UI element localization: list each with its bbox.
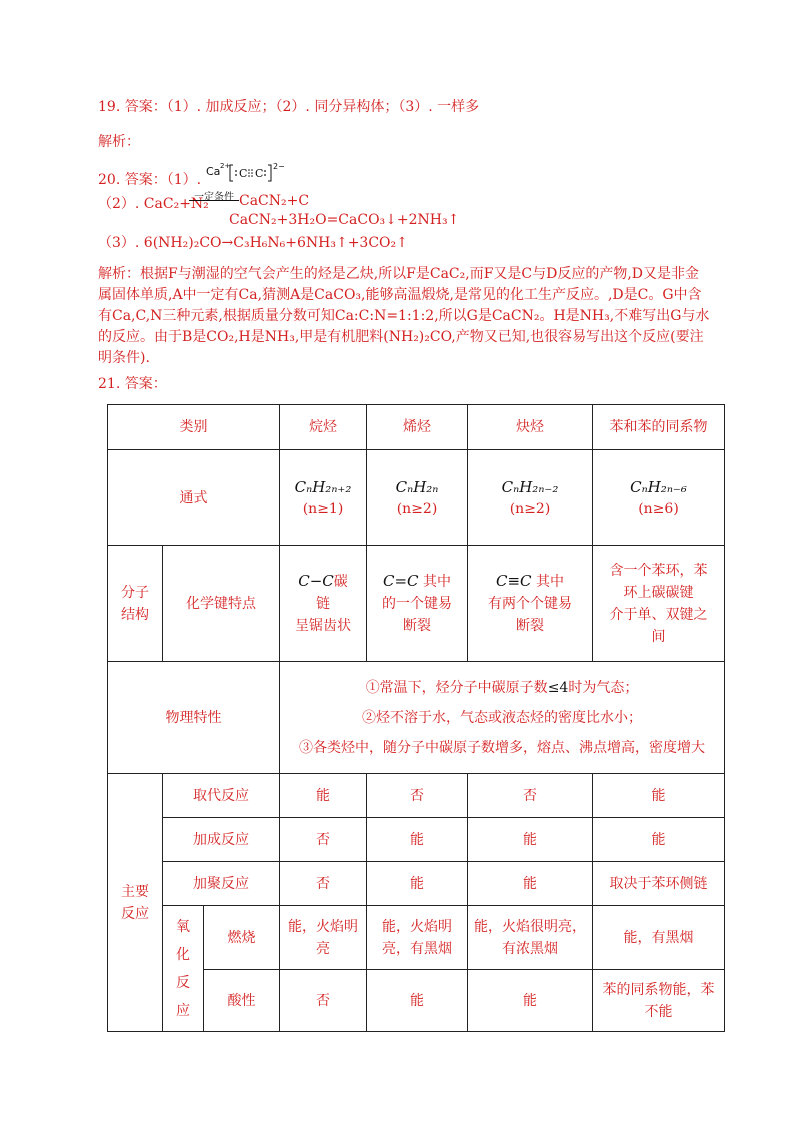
reactions-group-label: 主要反应 xyxy=(108,774,163,1032)
table-cell: 能，有黑烟 xyxy=(593,906,725,970)
formula-alkyne: CₙH₂ₙ₋₂ (n≥2) xyxy=(468,450,593,546)
table-cell: 否 xyxy=(280,862,367,906)
q20-analysis: 解析：根据F与潮湿的空气会产生的烃是乙炔,所以F是CaC₂,而F又是C与D反应的产物,D又是非金属固体单质,A中一定有Ca,猜测A是CaCO₃,能够高温煅烧,是常见的化工生产反应。,D是C。G中含有Ca,C,N三种元素,根据质量分数可知Ca:C:N=1:1:2,所以G是CaCN₂。H是NH₃,不难写出G与水的反应。由于B是CO₂,H是NH₃,甲是有机肥料(NH₂)₂CO,产物又已知,也很容易写出这个反应(要注明条件). xyxy=(98,266,710,366)
q20-answer-label: 20. 答案：（1）. xyxy=(98,172,202,188)
table-cell: 能 xyxy=(367,818,468,862)
table-cell: 能 xyxy=(367,970,468,1032)
table-row xyxy=(108,818,725,862)
table-row xyxy=(108,774,725,818)
oxidation-group-label: 氧化 反应 xyxy=(163,906,204,1032)
table-cell: 能，火焰很明亮，有浓黑烟 xyxy=(468,906,593,970)
q20-line3: CaCN₂+3H₂O=CaCO₃↓+2NH₃↑ xyxy=(229,212,460,228)
general-formula-label: 通式 xyxy=(108,450,280,546)
table-cell: 否 xyxy=(280,818,367,862)
table-cell: 能 xyxy=(593,774,725,818)
table-row xyxy=(108,906,725,970)
structure-row xyxy=(108,546,725,662)
q19-answer: 19. 答案：（1）. 加成反应；（2）. 同分异构体；（3）. 一样多 xyxy=(98,99,480,115)
svg-text:C: C xyxy=(255,167,264,180)
oxidation-label: 酸性 xyxy=(204,970,280,1032)
svg-text:C: C xyxy=(239,167,248,180)
oxidation-label: 燃烧 xyxy=(204,906,280,970)
table-cell: 能 xyxy=(280,774,367,818)
reaction-label: 取代反应 xyxy=(163,774,280,818)
header-alkyne: 炔烃 xyxy=(468,405,593,450)
table-cell: 能，火焰明亮，有黑烟 xyxy=(367,906,468,970)
q20-line4: （3）. 6(NH₂)₂CO→C₃H₆N₆+6NH₃↑+3CO₂↑ xyxy=(98,235,408,251)
table-cell: 能 xyxy=(593,818,725,862)
structure-label: 化学键特点 xyxy=(163,546,280,662)
table-cell: 能 xyxy=(468,862,593,906)
table-cell: 否 xyxy=(468,774,593,818)
physical-text: ①常温下，烃分子中碳原子数≤4时为气态； ②烃不溶于水，气态或液态烃的密度比水小； ③各类烃中，随分子中碳原子数增多，熔点、沸点增高，密度增大 xyxy=(280,662,725,774)
table-cell: 取决于苯环侧链 xyxy=(593,862,725,906)
general-formula-row xyxy=(108,450,725,546)
table-cell: 能 xyxy=(468,818,593,862)
reaction-condition: 一定条件 xyxy=(189,188,239,204)
formula-alkane: CₙH₂ₙ₊₂ (n≥1) xyxy=(280,450,367,546)
lewis-cation: Ca xyxy=(206,165,221,178)
table-cell: 能 xyxy=(367,862,468,906)
table-cell: 否 xyxy=(367,774,468,818)
q21-answer: 21. 答案： xyxy=(98,376,167,392)
physical-label: 物理特性 xyxy=(108,662,280,774)
table-cell: 否 xyxy=(280,970,367,1032)
table-cell: 能 xyxy=(468,970,593,1032)
structure-alkene: C=C 其中 的一个键易 断裂 xyxy=(367,546,468,662)
q20-line2-suffix: CaCN₂+C xyxy=(239,193,310,209)
structure-alkane: C−C碳 链 呈锯齿状 xyxy=(280,546,367,662)
table-row xyxy=(108,862,725,906)
q19-analysis-label: 解析： xyxy=(98,134,140,150)
structure-benzene: 含一个苯环，苯 环上碳碳键 介于单、双键之 间 xyxy=(593,546,725,662)
lewis-structure-cac2-icon xyxy=(205,160,295,186)
hydrocarbon-table xyxy=(107,404,725,1032)
physical-row xyxy=(108,662,725,774)
header-alkene: 烯烃 xyxy=(367,405,468,450)
structure-alkyne: C≡C 其中 有两个个键易 断裂 xyxy=(468,546,593,662)
table-header-row xyxy=(108,405,725,450)
header-category: 类别 xyxy=(108,405,280,450)
formula-alkene: CₙH₂ₙ (n≥2) xyxy=(367,450,468,546)
table-cell: 苯的同系物能，苯不能 xyxy=(593,970,725,1032)
header-alkane: 烷烃 xyxy=(280,405,367,450)
formula-benzene: CₙH₂ₙ₋₆ (n≥6) xyxy=(593,450,725,546)
lewis-anion-charge: 2− xyxy=(273,162,285,171)
structure-group-label: 分子结构 xyxy=(108,546,163,662)
header-benzene: 苯和苯的同系物 xyxy=(593,405,725,450)
q20-line2-prefix: （2）. CaC₂+N₂ xyxy=(98,196,209,212)
lewis-cation-charge: 2+ xyxy=(220,162,231,170)
table-cell: 能，火焰明亮 xyxy=(280,906,367,970)
reaction-label: 加成反应 xyxy=(163,818,280,862)
reaction-label: 加聚反应 xyxy=(163,862,280,906)
